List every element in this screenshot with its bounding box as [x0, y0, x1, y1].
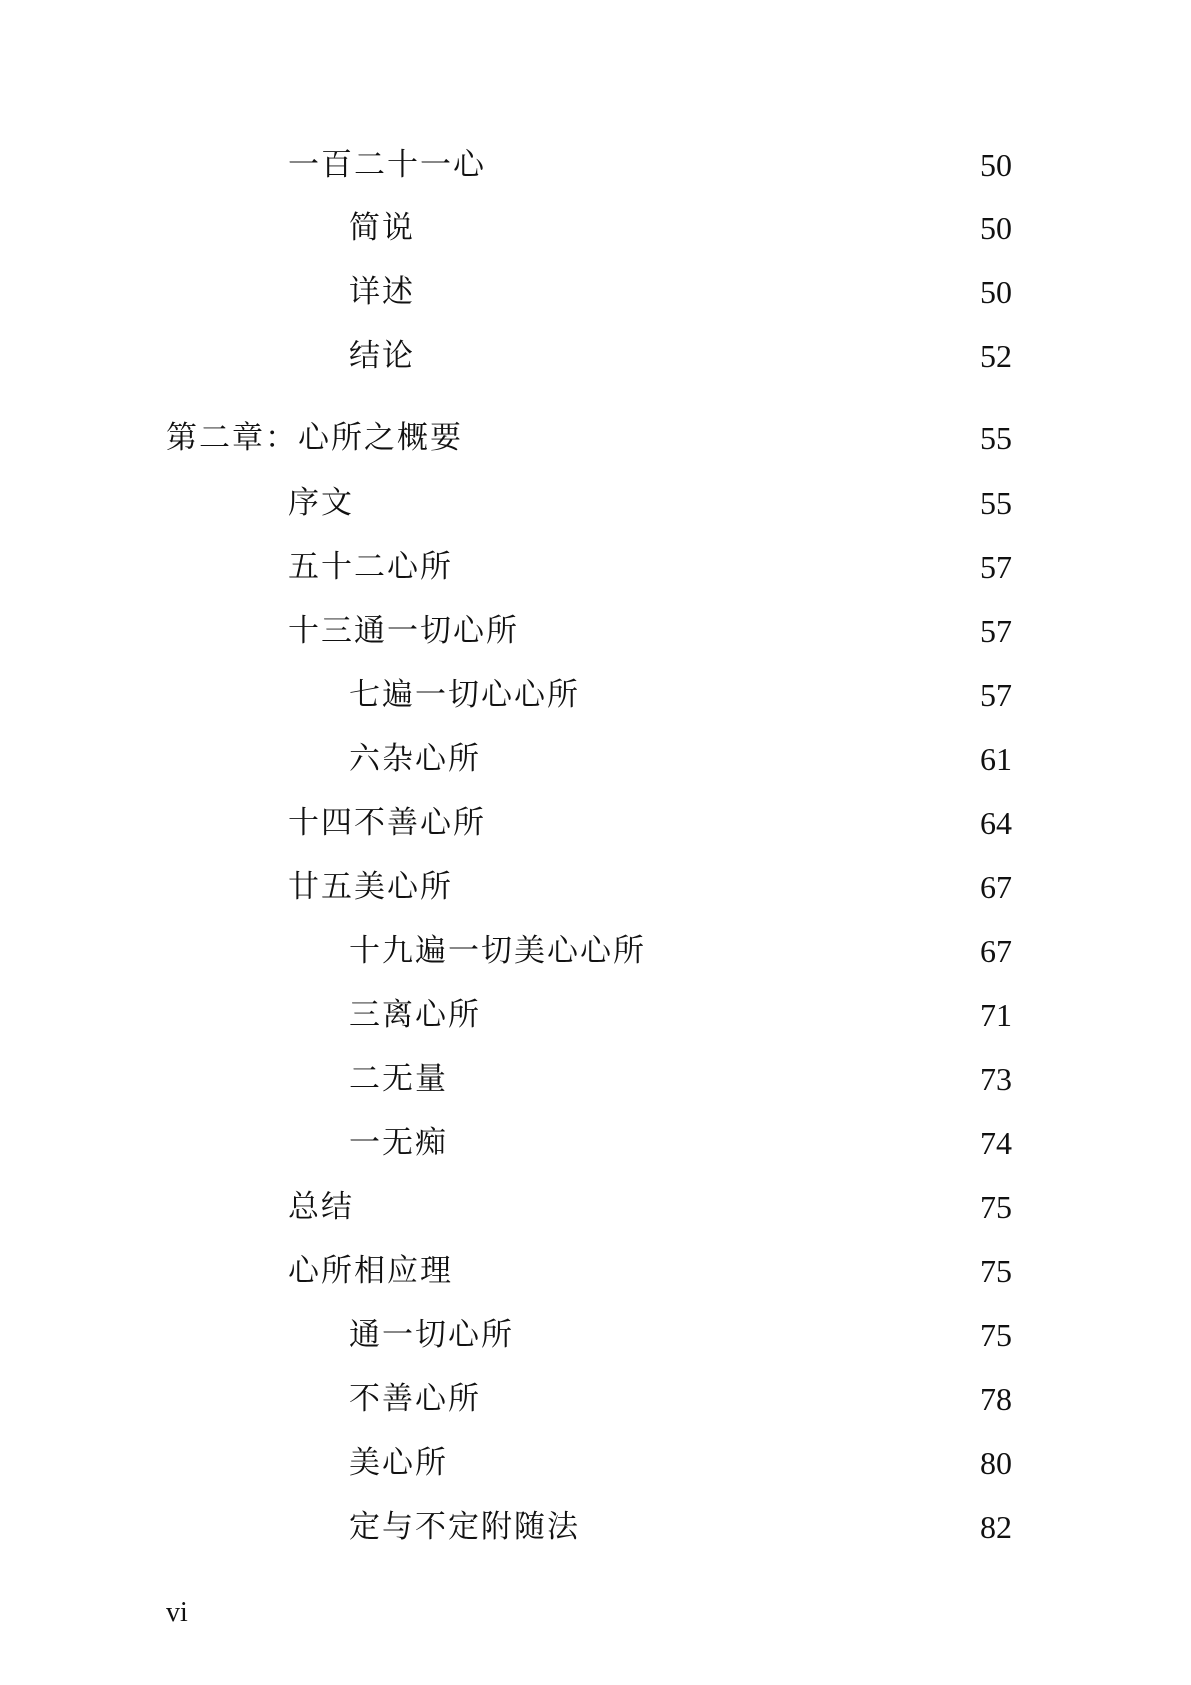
toc-entry-title: 廿五美心所 — [288, 869, 453, 905]
toc-entry-title: 第二章：心所之概要 — [166, 420, 463, 456]
toc-entry[interactable] — [0, 141, 1191, 189]
toc-entry-page: 75 — [980, 1189, 1012, 1225]
toc-entry-page: 55 — [980, 485, 1012, 521]
toc-entry[interactable] — [0, 1247, 1191, 1295]
toc-entry-title: 定与不定附随法 — [349, 1509, 580, 1545]
toc-entry[interactable] — [0, 927, 1191, 975]
toc-entry[interactable] — [0, 671, 1191, 719]
toc-entry-page: 75 — [980, 1317, 1012, 1353]
toc-entry-page: 52 — [980, 338, 1012, 374]
page-folio-number: vi — [166, 1597, 188, 1628]
toc-entry-page: 73 — [980, 1061, 1012, 1097]
toc-entry[interactable] — [0, 991, 1191, 1039]
toc-entry-title: 详述 — [349, 274, 415, 310]
toc-entry-page: 74 — [980, 1125, 1012, 1161]
toc-entry-title: 三离心所 — [349, 997, 481, 1033]
toc-entry-title: 序文 — [288, 485, 354, 521]
toc-entry-page: 75 — [980, 1253, 1012, 1289]
toc-entry[interactable] — [0, 332, 1191, 380]
toc-entry-page: 61 — [980, 741, 1012, 777]
toc-entry[interactable] — [0, 1183, 1191, 1231]
toc-entry-title: 一无痴 — [349, 1125, 448, 1161]
toc-entry-page: 78 — [980, 1381, 1012, 1417]
toc-entry-page: 50 — [980, 274, 1012, 310]
toc-entry[interactable] — [0, 607, 1191, 655]
toc-entry[interactable] — [0, 1375, 1191, 1423]
toc-entry-title: 六杂心所 — [349, 741, 481, 777]
toc-entry[interactable] — [0, 543, 1191, 591]
toc-entry-page: 64 — [980, 805, 1012, 841]
toc-entry[interactable] — [0, 204, 1191, 252]
toc-entry[interactable] — [0, 1503, 1191, 1551]
toc-entry[interactable] — [0, 799, 1191, 847]
toc-entry-page: 57 — [980, 549, 1012, 585]
toc-entry-title: 总结 — [288, 1189, 354, 1225]
toc-entry-title: 结论 — [349, 338, 415, 374]
toc-entry-title: 二无量 — [349, 1061, 448, 1097]
toc-entry[interactable] — [0, 1439, 1191, 1487]
toc-entry-page: 82 — [980, 1509, 1012, 1545]
toc-entry-title: 通一切心所 — [349, 1317, 514, 1353]
toc-entry-page: 57 — [980, 613, 1012, 649]
toc-entry-page: 55 — [980, 420, 1012, 456]
toc-entry-title: 十三通一切心所 — [288, 613, 519, 649]
toc-entry-page: 50 — [980, 210, 1012, 246]
toc-entry-page: 50 — [980, 147, 1012, 183]
toc-entry[interactable] — [0, 268, 1191, 316]
toc-entry-title: 不善心所 — [349, 1381, 481, 1417]
toc-entry[interactable] — [0, 1311, 1191, 1359]
toc-entry-title: 美心所 — [349, 1445, 448, 1481]
toc-entry[interactable] — [0, 735, 1191, 783]
toc-entry-title: 十九遍一切美心心所 — [349, 933, 646, 969]
toc-entry-page: 80 — [980, 1445, 1012, 1481]
toc-entry-title: 五十二心所 — [288, 549, 453, 585]
toc-entry[interactable] — [0, 863, 1191, 911]
toc-entry-title: 一百二十一心 — [288, 147, 486, 183]
toc-entry-title: 心所相应理 — [288, 1253, 453, 1289]
toc-entry-page: 57 — [980, 677, 1012, 713]
toc-entry-title: 十四不善心所 — [288, 805, 486, 841]
toc-entry[interactable] — [0, 1055, 1191, 1103]
toc-entry-page: 67 — [980, 933, 1012, 969]
toc-entry[interactable] — [0, 479, 1191, 527]
toc-entry-page: 71 — [980, 997, 1012, 1033]
toc-entry-title: 七遍一切心心所 — [349, 677, 580, 713]
toc-entry[interactable] — [0, 1119, 1191, 1167]
toc-entry-title: 简说 — [349, 210, 415, 246]
toc-entry-page: 67 — [980, 869, 1012, 905]
toc-chapter-entry[interactable] — [0, 414, 1191, 462]
